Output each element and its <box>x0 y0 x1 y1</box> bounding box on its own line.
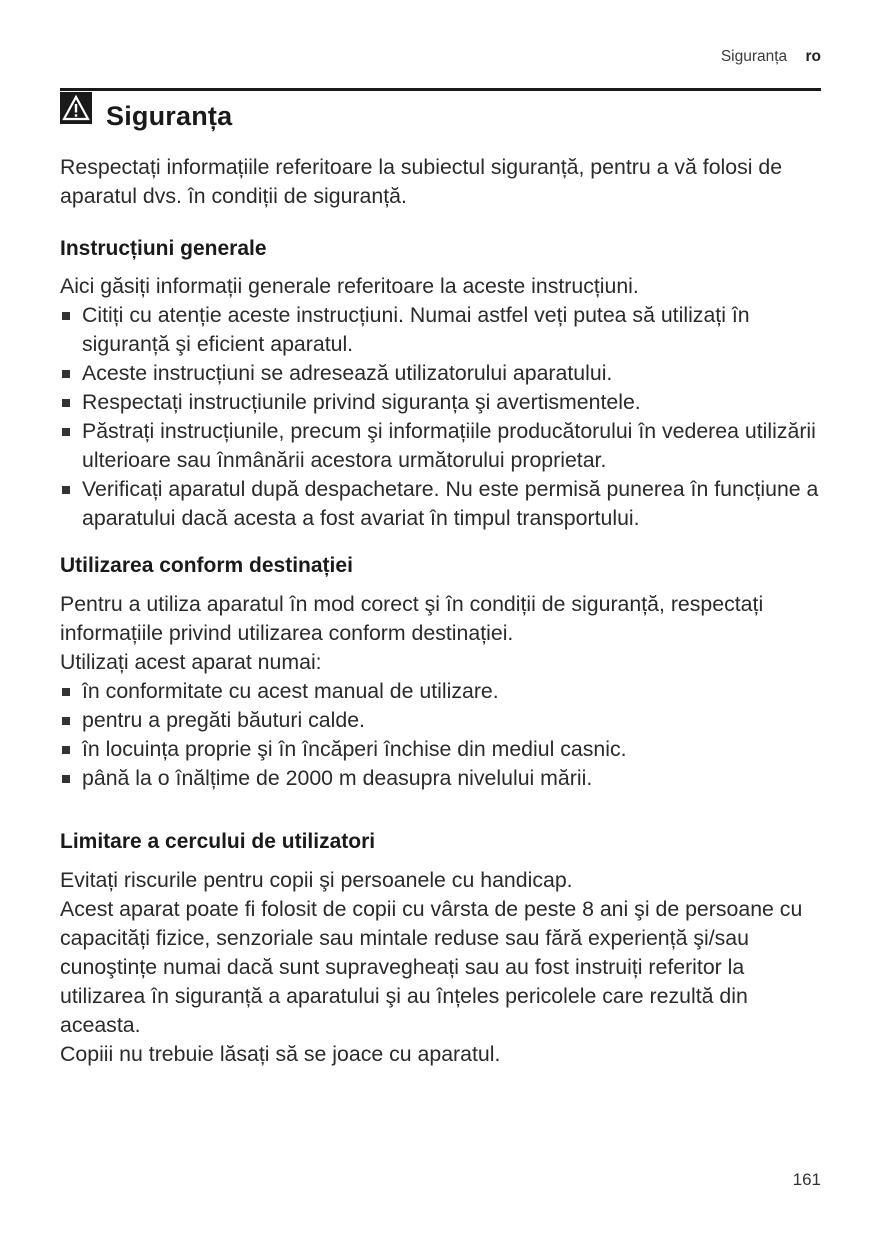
list-item: în locuința proprie şi în încăperi închise din mediul casnic. <box>60 735 821 764</box>
section-heading-general: Instrucțiuni generale <box>60 237 267 260</box>
warning-icon <box>60 92 92 124</box>
page-title: Siguranța <box>106 101 233 131</box>
list-item: Verificați aparatul după despachetare. Nu este permisă punerea în funcțiune a aparatului dacă acesta a fost avariat în timpul transportului. <box>60 475 821 533</box>
section-heading-intended-use: Utilizarea conform destinației <box>60 554 353 577</box>
title-row <box>60 92 232 132</box>
general-list <box>60 301 821 533</box>
main-content <box>60 153 821 1069</box>
section-heading-user-limit: Limitare a cercului de utilizatori <box>60 830 376 853</box>
user-limit-paragraph-1: Evitați riscurile pentru copii şi persoanele cu handicap. <box>60 868 573 892</box>
title-rule <box>60 88 821 91</box>
intro-paragraph: Respectați informațiile referitoare la subiectul siguranță, pentru a vă folosi de aparatul dvs. în condiții de siguranță. <box>60 155 783 208</box>
running-header-section: Siguranța <box>720 48 788 65</box>
list-item: Aceste instrucțiuni se adresează utilizatorului aparatului. <box>60 359 821 388</box>
running-header-language: ro <box>805 48 821 65</box>
intended-use-list <box>60 677 821 793</box>
user-limit-paragraph-2: Acest aparat poate fi folosit de copii cu vârsta de peste 8 ani şi de persoane cu capacități fizice, senzoriale sau mintale reduse sau fără experiență şi/sau cunoştințe numai dacă sunt supravegheați sau au fost instruiți referitor la utilizarea în siguranță a aparatului şi au înțeles pericolele care rezultă din aceasta. <box>60 897 803 1037</box>
intended-use-lead-2: Utilizați acest aparat numai: <box>60 650 322 674</box>
list-item: Citiți cu atenție aceste instrucțiuni. Numai astfel veți putea să utilizați în siguranță şi eficient aparatul. <box>60 301 821 359</box>
list-item: pentru a pregăti băuturi calde. <box>60 706 821 735</box>
intended-use-lead: Pentru a utiliza aparatul în mod corect şi în condiții de siguranță, respectați informațiile privind utilizarea conform destinației. <box>60 592 764 645</box>
list-item: în conformitate cu acest manual de utilizare. <box>60 677 821 706</box>
page-number: 161 <box>792 1170 821 1189</box>
running-header <box>721 48 821 66</box>
list-item: Respectați instrucțiunile privind siguranța şi avertismentele. <box>60 388 821 417</box>
general-lead: Aici găsiți informații generale referitoare la aceste instrucțiuni. <box>60 274 639 298</box>
list-item: Păstrați instrucțiunile, precum şi informațiile producătorului în vederea utilizării ulterioare sau înmânării acestora următorului proprietar. <box>60 417 821 475</box>
user-limit-paragraph-3: Copiii nu trebuie lăsați să se joace cu aparatul. <box>60 1042 501 1066</box>
list-item: până la o înălțime de 2000 m deasupra nivelului mării. <box>60 764 821 793</box>
